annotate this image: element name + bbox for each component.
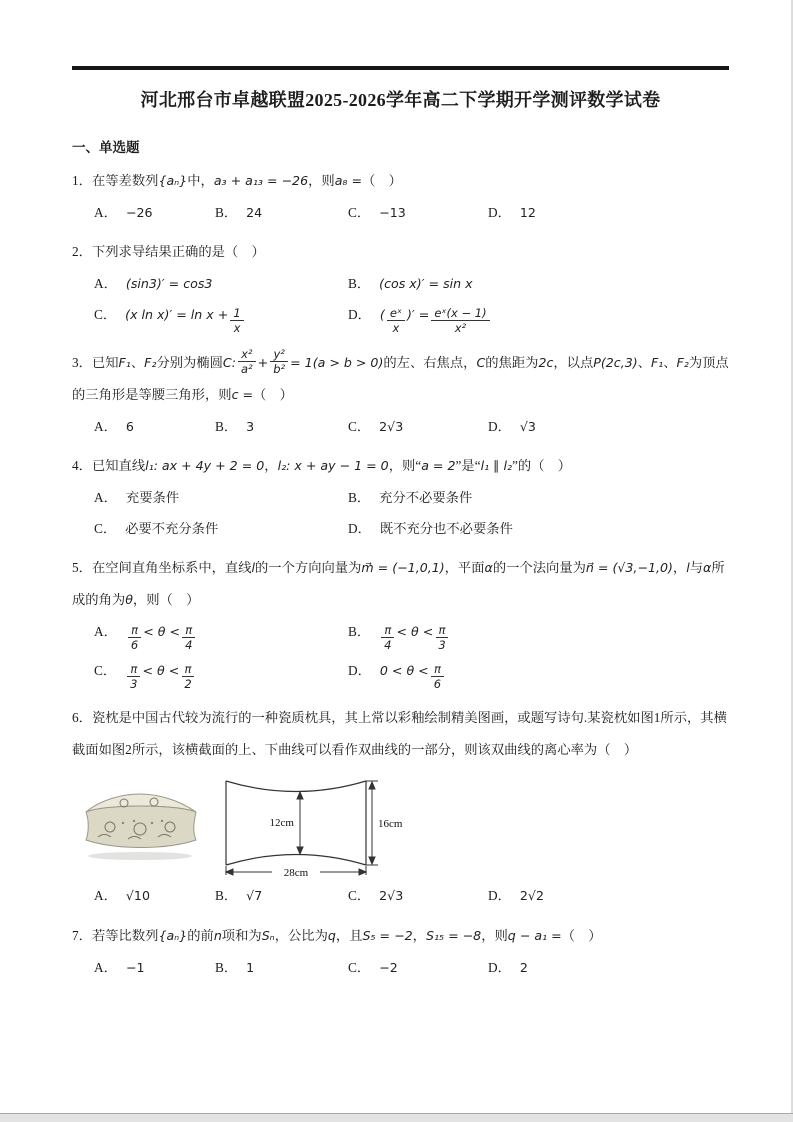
question-6-options (72, 882, 729, 911)
option-label: C． (94, 306, 117, 322)
stem-text: （ ） (561, 927, 602, 943)
question-number: 5． (72, 560, 92, 576)
question-1-stem (72, 165, 729, 197)
stem-text: （ ） (362, 173, 402, 188)
option-c (348, 882, 488, 911)
option-label: D． (488, 418, 511, 434)
fraction-numerator: eˣ (387, 306, 405, 321)
dimension-label-12cm: 12cm (269, 817, 294, 830)
option-value: 3 (246, 418, 255, 434)
math-inline: θ (125, 592, 133, 608)
question-2-options-row2 (72, 301, 729, 338)
math-inline: q − a₁ = (507, 927, 562, 943)
option-label: A． (94, 204, 117, 220)
section-heading: 一、单选题 (72, 140, 140, 155)
question-2-options-row1 (72, 270, 729, 299)
option-b (348, 484, 472, 513)
option-value: 既不充分也不必要条件 (379, 520, 513, 536)
fraction-denominator: x (392, 321, 400, 336)
option-value: √7 (246, 888, 263, 904)
dimension-label-16cm: 16cm (378, 818, 403, 831)
fraction-numerator: π (127, 662, 140, 677)
math-inline: F₁ (118, 354, 131, 370)
option-label: B． (348, 276, 371, 292)
stem-text: 的一个方向向量为 (255, 560, 362, 576)
math-inline: l₁ ∥ l₂ (480, 458, 513, 474)
option-value: 2√2 (519, 888, 544, 904)
math-inline: n⃗ = (√3,−1,0) (585, 560, 673, 576)
option-label: C． (94, 662, 117, 678)
stem-text: （ ） (253, 386, 293, 402)
question-4-options-row2 (72, 515, 729, 544)
option-label: D． (488, 888, 511, 904)
option-value: (sin3)′ = cos3 (125, 276, 213, 292)
fraction-numerator: π (381, 623, 394, 638)
question-5 (72, 552, 729, 693)
option-value: 2√3 (379, 418, 404, 434)
math-inline: c = (231, 386, 254, 402)
stem-text: 与 (689, 560, 704, 576)
fraction (431, 306, 489, 336)
fraction-denominator: 6 (433, 677, 442, 692)
question-number: 7． (72, 927, 92, 943)
option-c (348, 413, 488, 442)
fraction (435, 623, 448, 653)
fraction (127, 662, 140, 692)
question-7 (72, 920, 729, 982)
question-number: 3． (72, 354, 92, 370)
math-inline: C (476, 354, 486, 370)
option-value: ( (379, 306, 385, 322)
question-4 (72, 450, 729, 543)
fraction (182, 623, 195, 653)
fraction-numerator: y² (270, 347, 287, 362)
option-value: −13 (379, 204, 406, 220)
option-b (215, 413, 348, 442)
question-6-stem (72, 702, 729, 766)
fraction-denominator: x² (454, 321, 467, 336)
question-6 (72, 702, 729, 910)
stem-text: 的一个法向量为 (492, 560, 586, 576)
option-label: D． (488, 204, 511, 220)
stem-text: 的左、右焦点， (383, 354, 477, 370)
option-d (488, 199, 536, 228)
stem-text: 分别为椭圆 (156, 354, 223, 370)
math-inline: S₁₅ = −8 (425, 927, 482, 943)
option-d (348, 301, 492, 338)
option-value: 2 (519, 959, 528, 975)
fraction (381, 623, 394, 653)
fraction-numerator: x² (238, 347, 255, 362)
option-label: A． (94, 959, 117, 975)
option-label: D． (348, 520, 371, 536)
option-value: √10 (125, 888, 150, 904)
option-value: 必要不充分条件 (125, 520, 219, 536)
fraction-denominator: 4 (384, 638, 392, 653)
question-4-options-row1 (72, 484, 729, 513)
math-inline: n (213, 927, 222, 943)
stem-text: 为顶点的三角形是等腰三角形，则 (72, 354, 729, 402)
fraction (387, 306, 405, 336)
option-d (488, 882, 544, 911)
option-d (488, 413, 536, 442)
option-value: (x ln x)′ = ln x + (125, 306, 229, 322)
stem-text: 中， (187, 173, 214, 188)
option-label: B． (348, 623, 371, 639)
math-inline: q (327, 927, 336, 943)
fraction-denominator: a² (240, 362, 253, 377)
fraction-numerator: eˣ(x − 1) (431, 306, 489, 321)
math-inline: l (686, 560, 690, 576)
question-5-options-row2 (72, 657, 729, 694)
fraction (230, 306, 243, 336)
option-value: 充要条件 (125, 490, 180, 506)
question-7-options (72, 954, 729, 983)
option-c (348, 954, 488, 983)
question-3-options (72, 413, 729, 442)
math-inline: a₈ = (334, 173, 363, 188)
option-a (94, 954, 215, 983)
option-label: C． (348, 204, 371, 220)
option-label: A． (94, 276, 117, 292)
option-b (215, 954, 348, 983)
stem-text: 若等比数列 (91, 927, 159, 943)
pillow-front-face (86, 806, 196, 848)
fraction-numerator: π (182, 662, 195, 677)
fraction-numerator: π (431, 662, 444, 677)
stem-text: 在等差数列 (91, 173, 159, 188)
option-d (488, 954, 528, 983)
stem-text: 在空间直角坐标系中，直线 (91, 560, 252, 576)
math-inline: l₂: x + ay − 1 = 0 (277, 458, 389, 474)
option-value: √3 (519, 418, 536, 434)
option-d (348, 515, 513, 544)
option-value: 6 (125, 418, 134, 434)
stem-text: ， (672, 560, 687, 576)
option-label: D． (348, 662, 371, 678)
option-c (94, 301, 348, 338)
option-value: 充分不必要条件 (379, 490, 473, 506)
math-inline: {aₙ} (158, 927, 188, 943)
option-c (94, 657, 348, 694)
option-label: C． (94, 520, 117, 536)
stem-text: 已知直线 (91, 458, 146, 474)
option-label: A． (94, 418, 117, 434)
stem-text: 瓷枕是中国古代较为流行的一种瓷质枕具，其上常以彩釉绘制精美图画，或题写诗句.某瓷枕如图1所示，其横截面如图2所示，该横截面的上、下曲线可以看作双曲线的一部分，则该双曲线的离心率为（ ） (72, 710, 727, 758)
option-a (94, 882, 215, 911)
question-5-stem (72, 552, 729, 616)
fraction (181, 662, 194, 692)
stem-text: 的焦距为 (485, 354, 539, 370)
math-inline: F₁ (650, 354, 664, 370)
stem-text: ，则 (308, 173, 335, 188)
option-value: 2√3 (379, 888, 404, 904)
math-inline: a = 2 (421, 458, 456, 474)
fraction (431, 662, 444, 692)
dimension-label-28cm: 28cm (283, 867, 309, 879)
math-inline: l (251, 560, 256, 576)
fraction-numerator: π (182, 623, 195, 638)
math-inline: α (484, 560, 493, 576)
stem-text: ”是“ (455, 458, 481, 474)
option-value: 1 (246, 959, 255, 975)
dimension-arrow-12cm (297, 792, 303, 854)
option-label: B． (215, 888, 238, 904)
option-label: C． (348, 959, 371, 975)
math-inline: Sₙ (261, 927, 275, 943)
option-label: A． (94, 888, 117, 904)
ceramic-pillow-photo (76, 776, 206, 864)
math-inline: 2c (538, 354, 554, 370)
question-number: 1． (72, 173, 92, 188)
option-b (215, 199, 348, 228)
math-inline: = 1(a > b > 0) (290, 354, 384, 370)
stem-text: 的前 (187, 927, 214, 943)
stem-text: ，则 (481, 927, 508, 943)
dimension-arrow-16cm (366, 781, 378, 865)
stem-text: 项和为 (221, 927, 262, 943)
fraction (270, 347, 288, 377)
stem-text: 所成的角为 (72, 560, 725, 608)
stem-text: ”的（ ） (512, 458, 572, 474)
math-inline: F₂ (144, 354, 157, 370)
fraction-denominator: b² (273, 362, 286, 377)
option-label: B． (215, 959, 238, 975)
option-value: −2 (379, 959, 398, 975)
option-value: )′ = (407, 306, 430, 322)
stem-text: ，以点 (553, 354, 594, 370)
option-value: (cos x)′ = sin x (379, 276, 473, 292)
option-label: A． (94, 490, 117, 506)
fraction-denominator: 4 (185, 638, 193, 653)
fraction-numerator: π (436, 623, 449, 638)
option-label: D． (348, 306, 371, 322)
stem-text: ， (412, 927, 426, 943)
question-2 (72, 236, 729, 337)
option-b (215, 882, 348, 911)
question-2-stem (72, 236, 729, 268)
option-label: C． (348, 418, 371, 434)
question-5-options-row1 (72, 618, 729, 655)
option-d (348, 657, 446, 694)
inequality: 0 < θ < (379, 662, 429, 678)
fraction-numerator: 1 (230, 306, 243, 321)
question-1-options (72, 199, 729, 228)
option-value: −1 (125, 959, 145, 975)
option-a (94, 413, 215, 442)
math-inline: S₅ = −2 (362, 927, 413, 943)
math-inline: C: (222, 354, 236, 370)
stem-text: ，平面 (444, 560, 485, 576)
stem-text: ， (264, 458, 278, 474)
fraction-denominator: 3 (438, 638, 446, 653)
math-inline: m⃗ = (−1,0,1) (361, 560, 445, 576)
inequality: < θ < (142, 662, 180, 678)
option-value: −26 (125, 204, 153, 220)
stem-text: ，公比为 (274, 927, 328, 943)
fraction-denominator: 2 (184, 677, 192, 692)
option-label: B． (348, 490, 371, 506)
question-number: 6． (72, 710, 92, 726)
question-1 (72, 165, 729, 227)
math-inline: a₃ + a₁₃ = −26 (213, 173, 309, 188)
stem-text: 、 (663, 354, 677, 370)
option-a (94, 270, 348, 299)
stem-text: ，且 (335, 927, 363, 943)
page-title: 河北邢台市卓越联盟2025-2026学年高二下学期开学测评数学试卷 (140, 90, 661, 110)
option-label: B． (215, 418, 238, 434)
fraction-denominator: 3 (130, 677, 138, 692)
question-7-stem (72, 920, 729, 952)
math-inline: F₂ (676, 354, 689, 370)
stem-text: 下列求导结果正确的是（ ） (91, 244, 265, 260)
header-rule (72, 66, 729, 70)
math-inline: l₁: ax + 4y + 2 = 0 (145, 458, 265, 474)
fraction (128, 623, 141, 653)
question-3-stem (72, 347, 729, 411)
option-label: D． (488, 959, 511, 975)
option-label: C． (348, 888, 371, 904)
option-value: 24 (246, 204, 263, 220)
question-3 (72, 347, 729, 441)
option-b (348, 618, 451, 655)
option-a (94, 199, 215, 228)
pillow-shadow (88, 852, 192, 860)
question-4-stem (72, 450, 729, 482)
stem-text: 已知 (91, 354, 119, 370)
math-inline: {aₙ} (158, 173, 188, 188)
option-c (94, 515, 348, 544)
stem-text: 、 (637, 354, 651, 370)
stem-text: ，则（ ） (132, 592, 200, 608)
cross-section-outline (226, 781, 366, 865)
fraction-denominator: 6 (130, 638, 139, 653)
math-inline: P(2c,3) (593, 354, 638, 370)
fraction-numerator: π (128, 623, 141, 638)
fraction-denominator: x (233, 321, 241, 336)
inequality: < θ < (396, 623, 434, 639)
math-inline: α (703, 560, 712, 576)
question-6-figures (76, 776, 729, 878)
option-value: 12 (519, 204, 536, 220)
option-b (348, 270, 473, 299)
option-label: B． (215, 204, 238, 220)
question-number: 4． (72, 458, 92, 474)
inequality: < θ < (143, 623, 181, 639)
stem-text: ，则“ (388, 458, 422, 474)
option-c (348, 199, 488, 228)
page-bottom-edge (0, 1113, 793, 1122)
option-a (94, 618, 348, 655)
fraction (238, 347, 256, 377)
option-label: A． (94, 623, 117, 639)
question-number: 2． (72, 244, 92, 260)
cross-section-diagram (220, 776, 415, 878)
stem-text: 、 (130, 354, 145, 370)
option-a (94, 484, 348, 513)
math-inline: + (257, 354, 269, 370)
